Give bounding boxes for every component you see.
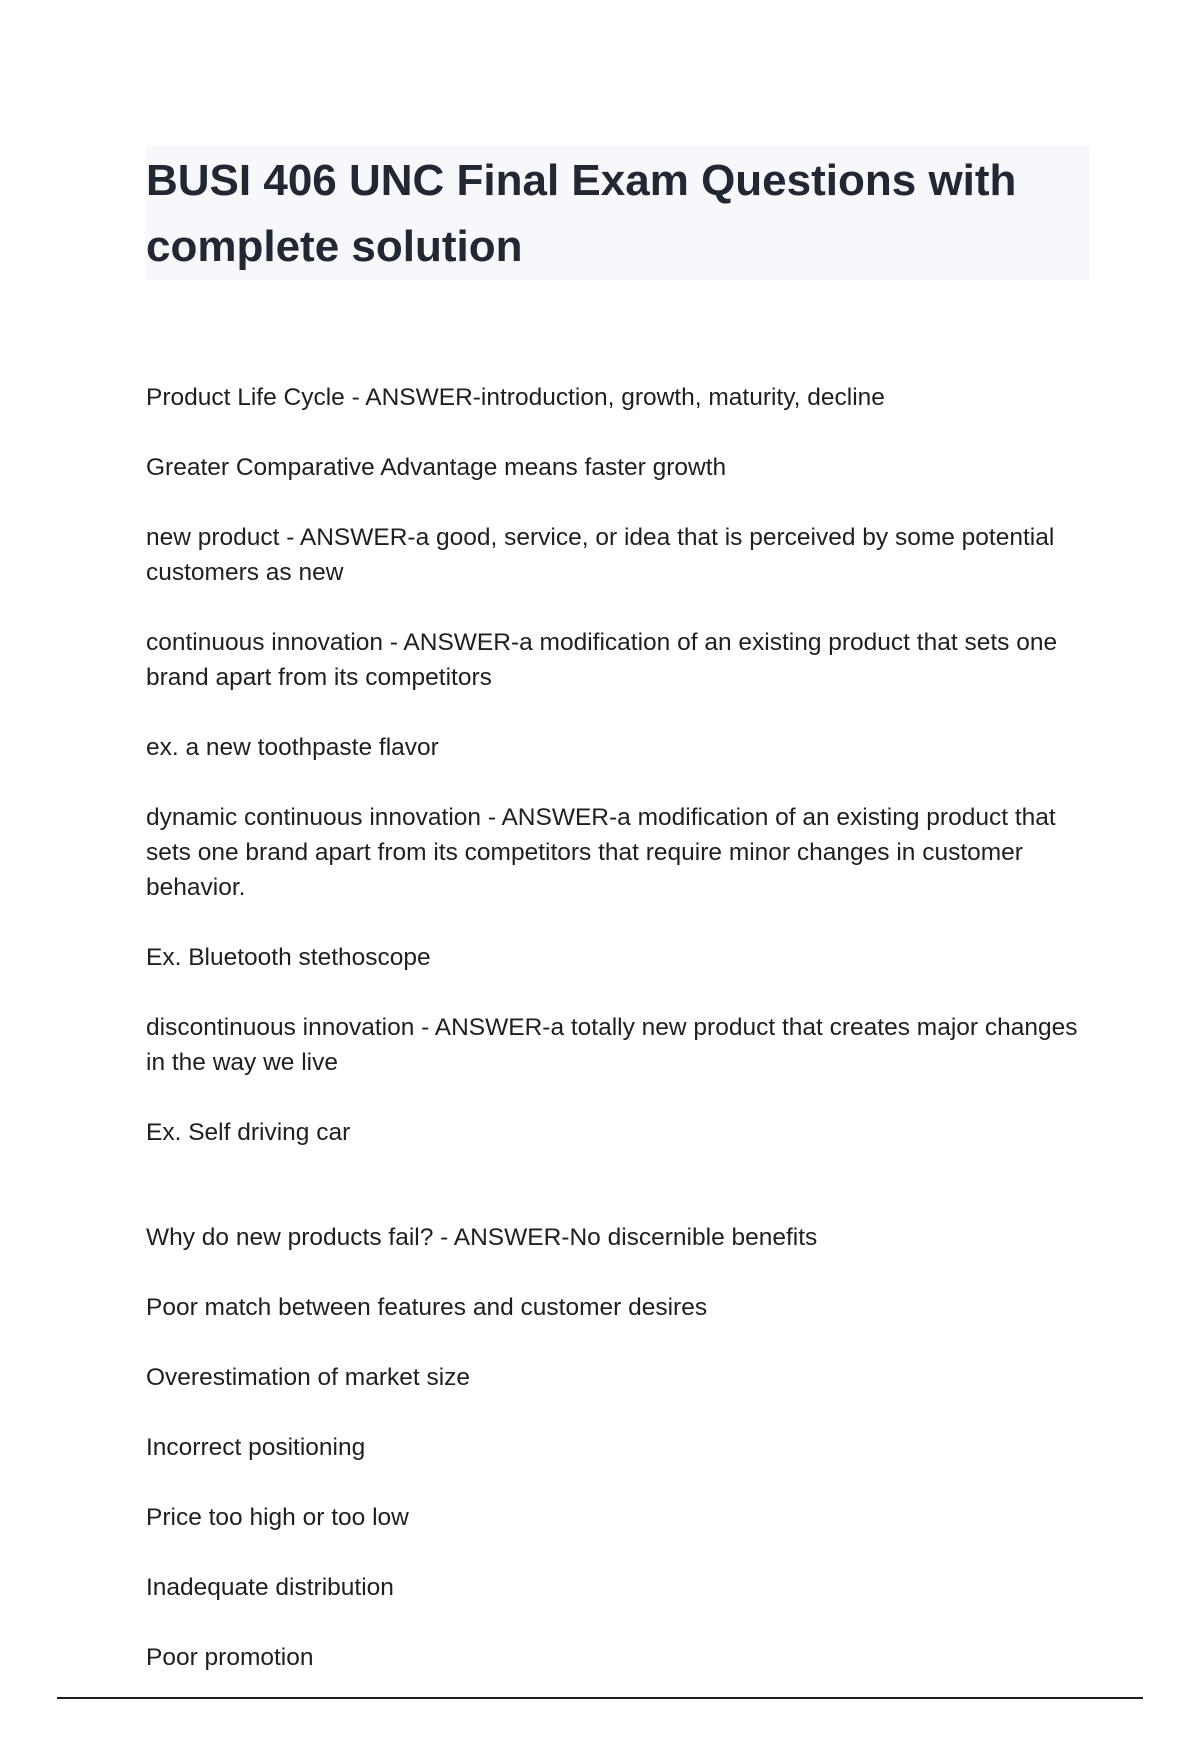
entry-dynamic-continuous-innovation: dynamic continuous innovation - ANSWER-a modification of an existing product that sets one brand apart from its competitors that require minor changes in customer behavior. xyxy=(146,804,1056,901)
document-content xyxy=(146,380,1090,1745)
page-bottom-rule xyxy=(57,1697,1143,1699)
title-block xyxy=(146,146,1090,280)
entry-stethoscope-example: Ex. Bluetooth stethoscope xyxy=(146,944,431,971)
failure-line: Overestimation of market size xyxy=(146,1364,471,1391)
entry-product-life-cycle: Product Life Cycle - ANSWER-introduction, growth, maturity, decline xyxy=(146,384,885,411)
entry-why-products-fail xyxy=(146,1185,1090,1710)
failure-line: Poor promotion xyxy=(146,1644,314,1671)
entry-self-driving-example: Ex. Self driving car xyxy=(146,1119,351,1146)
document-title: BUSI 406 UNC Final Exam Questions with complete solution xyxy=(146,156,1017,271)
entry-discontinuous-innovation: discontinuous innovation - ANSWER-a totally new product that creates major changes in the way we live xyxy=(146,1014,1078,1076)
failure-line: Why do new products fail? - ANSWER-No discernible benefits xyxy=(146,1224,818,1251)
entry-comparative-advantage: Greater Comparative Advantage means faster growth xyxy=(146,454,727,481)
failure-line: Inadequate distribution xyxy=(146,1574,394,1601)
failure-line: Poor match between features and customer desires xyxy=(146,1294,708,1321)
entry-toothpaste-example: ex. a new toothpaste flavor xyxy=(146,734,439,761)
entry-new-product: new product - ANSWER-a good, service, or idea that is perceived by some potential customers as new xyxy=(146,524,1055,586)
failure-line: Incorrect positioning xyxy=(146,1434,366,1461)
entry-continuous-innovation: continuous innovation - ANSWER-a modification of an existing product that sets one brand apart from its competitors xyxy=(146,629,1058,691)
failure-line: Price too high or too low xyxy=(146,1504,409,1531)
